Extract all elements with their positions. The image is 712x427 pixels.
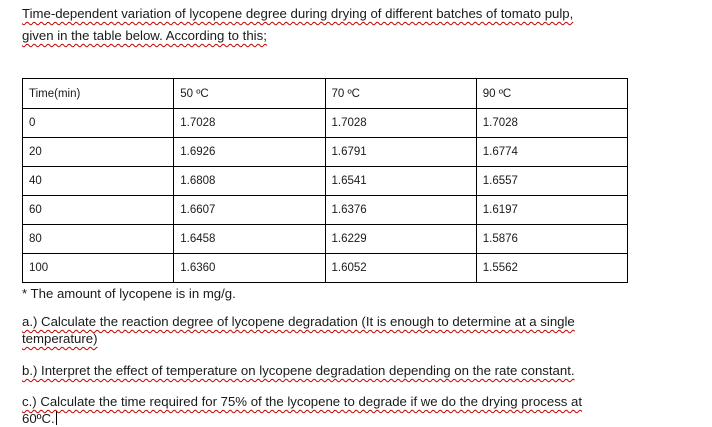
table-header-row — [23, 79, 628, 109]
table-cell: 1.6557 — [476, 167, 627, 196]
table-cell: 1.6541 — [325, 167, 476, 196]
intro-line-1-text: Time-dependent variation of lycopene degree during drying of different batches of tomato pulp, — [22, 6, 574, 21]
question-a-line-1 — [22, 314, 575, 330]
header-cell: 50 ºC — [174, 79, 325, 109]
table-cell: 1.6360 — [174, 254, 325, 283]
question-c-text-cont: 60ºC. — [22, 411, 55, 426]
question-a-line-2 — [22, 331, 98, 347]
table-cell: 1.7028 — [325, 109, 476, 138]
table-cell: 1.6052 — [325, 254, 476, 283]
lycopene-table — [22, 78, 628, 283]
table-row — [23, 109, 628, 138]
question-b-line — [22, 363, 575, 379]
text-cursor — [56, 411, 57, 425]
question-c-line-2 — [22, 411, 57, 427]
table-row — [23, 225, 628, 254]
table-cell: 1.6607 — [174, 196, 325, 225]
table-cell: 80 — [23, 225, 174, 254]
table-cell: 1.6376 — [325, 196, 476, 225]
intro-line-2-text: given in the table below. According to this; — [22, 28, 267, 43]
table-cell: 40 — [23, 167, 174, 196]
table-cell: 1.5562 — [476, 254, 627, 283]
table-cell: 1.6197 — [476, 196, 627, 225]
table-row — [23, 254, 628, 283]
note-line — [22, 286, 236, 302]
question-a-text: a.) Calculate the reaction degree of lycopene degradation (It is enough to determine at a single — [22, 314, 575, 329]
question-c-text: c.) Calculate the time required for 75% of the lycopene to degrade if we do the drying process at — [22, 394, 583, 409]
question-a-text-cont: temperature) — [22, 331, 98, 346]
table-cell: 1.6791 — [325, 138, 476, 167]
table-cell: 1.6774 — [476, 138, 627, 167]
table-cell: 100 — [23, 254, 174, 283]
header-cell: 90 ºC — [476, 79, 627, 109]
table-cell: 1.6808 — [174, 167, 325, 196]
note-text: * The amount of lycopene is in mg/g. — [22, 286, 236, 301]
header-cell: 70 ºC — [325, 79, 476, 109]
table-row — [23, 167, 628, 196]
table-row — [23, 196, 628, 225]
table-cell: 1.7028 — [174, 109, 325, 138]
table-cell: 1.7028 — [476, 109, 627, 138]
table-cell: 1.6458 — [174, 225, 325, 254]
table-cell: 1.5876 — [476, 225, 627, 254]
question-c-line-1 — [22, 394, 582, 410]
intro-line-1 — [22, 6, 573, 22]
table-cell: 60 — [23, 196, 174, 225]
table-row — [23, 138, 628, 167]
table-cell: 0 — [23, 109, 174, 138]
header-cell: Time(min) — [23, 79, 174, 109]
table-cell: 1.6926 — [174, 138, 325, 167]
table-cell: 20 — [23, 138, 174, 167]
table-cell: 1.6229 — [325, 225, 476, 254]
question-b-text: b.) Interpret the effect of temperature on lycopene degradation depending on the rate constant. — [22, 363, 575, 378]
intro-line-2 — [22, 28, 267, 44]
